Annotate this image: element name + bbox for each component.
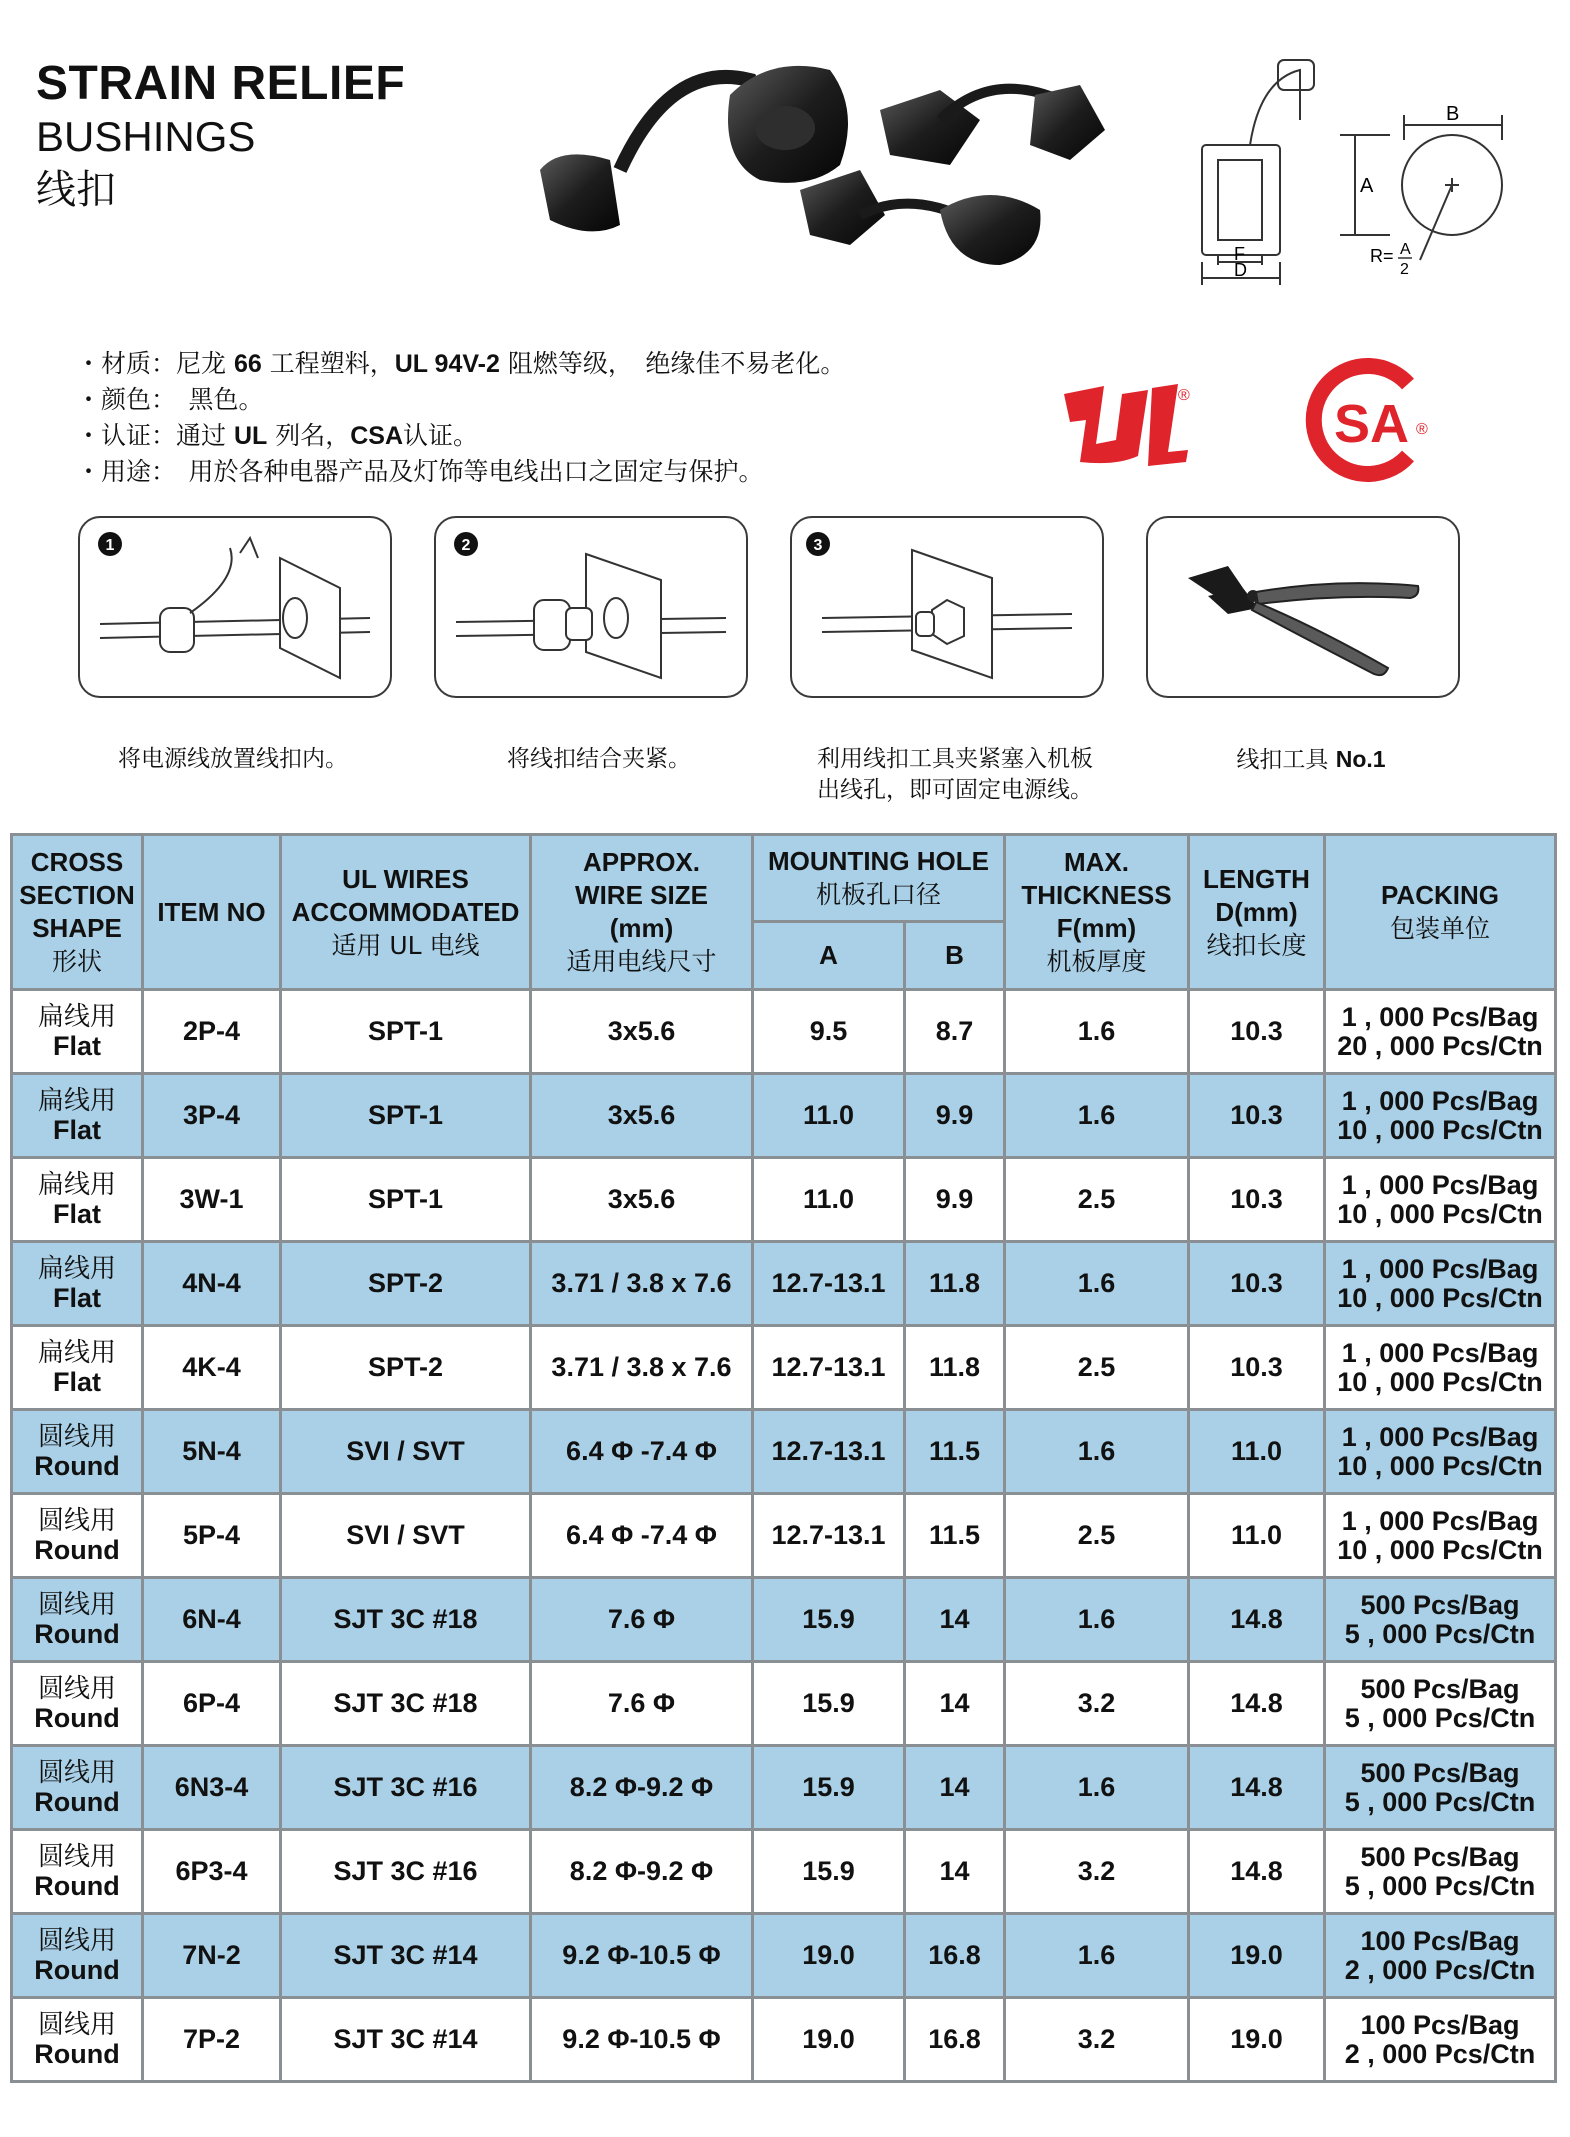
packing-carton: 5 , 000 Pcs/Ctn [1344,1870,1536,1901]
col-header-thickness: MAX. THICKNESS F(mm) 机板厚度 [1005,835,1189,990]
packing-bag: 1 , 000 Pcs/Bag [1341,1505,1539,1536]
table-header-row [12,835,1556,922]
shape-en: Round [34,1954,120,1985]
shape-cn: 圆线用 [37,1841,116,1872]
shape-en: Flat [52,1114,101,1145]
packing-bag: 100 Pcs/Bag [1360,1925,1520,1956]
shape-en: Round [34,1450,120,1481]
dim-label-r: R= [1370,246,1394,266]
packing-bag: 100 Pcs/Bag [1360,2009,1520,2040]
cell-length: 11.0 [1189,1410,1325,1494]
col-header-shape: CROSS SECTION SHAPE 形状 [12,835,143,990]
packing-bag: 1 , 000 Pcs/Bag [1341,1253,1539,1284]
cell-item-no: 6N-4 [143,1578,281,1662]
spec-table [10,833,1557,2083]
dim-label-r-den: 2 [1400,261,1409,278]
col-header-item: ITEM NO [143,835,281,990]
step-number-2: 2 [461,537,471,554]
cell-item-no: 6N3-4 [143,1746,281,1830]
cell-hole-b: 16.8 [905,1998,1005,2082]
title-block [36,56,405,218]
cell-ul-wire: SJT 3C #16 [281,1830,531,1914]
cell-thickness: 1.6 [1005,1242,1189,1326]
page-title: STRAIN RELIEF [36,57,406,110]
col-header-packing: PACKING 包装单位 [1325,835,1556,990]
cell-packing [1325,1326,1556,1410]
cell-shape [12,1410,143,1494]
cell-thickness: 2.5 [1005,1494,1189,1578]
cell-hole-a: 12.7-13.1 [753,1410,905,1494]
cell-shape [12,1326,143,1410]
cell-shape [12,1242,143,1326]
cell-shape [12,1074,143,1158]
cell-wire-size: 3x5.6 [531,1158,753,1242]
packing-carton: 20 , 000 Pcs/Ctn [1337,1030,1543,1061]
cell-packing [1325,1410,1556,1494]
step-caption-tool: 线扣工具 No.1 [1236,746,1386,773]
shape-cn: 圆线用 [37,1589,116,1620]
shape-en: Flat [52,1198,101,1229]
cell-hole-b: 11.5 [905,1494,1005,1578]
cell-length: 14.8 [1189,1746,1325,1830]
shape-cn: 圆线用 [37,1925,116,1956]
cell-shape [12,1158,143,1242]
cell-item-no: 3P-4 [143,1074,281,1158]
cell-wire-size: 7.6 Φ [531,1662,753,1746]
packing-carton: 5 , 000 Pcs/Ctn [1344,1786,1536,1817]
table-row [12,1830,1556,1914]
shape-cn: 圆线用 [37,1673,116,1704]
cell-item-no: 7N-2 [143,1914,281,1998]
cell-wire-size: 3.71 / 3.8 x 7.6 [531,1242,753,1326]
col-header-hole: MOUNTING HOLE 机板孔口径 [753,835,1005,922]
packing-carton: 10 , 000 Pcs/Ctn [1337,1534,1543,1565]
cell-item-no: 4K-4 [143,1326,281,1410]
packing-bag: 500 Pcs/Bag [1360,1673,1520,1704]
cell-hole-a: 9.5 [753,990,905,1074]
cell-wire-size: 8.2 Φ-9.2 Φ [531,1746,753,1830]
cell-length: 11.0 [1189,1494,1325,1578]
cell-length: 10.3 [1189,1242,1325,1326]
cell-hole-a: 12.7-13.1 [753,1242,905,1326]
cell-length: 14.8 [1189,1662,1325,1746]
cell-length: 14.8 [1189,1578,1325,1662]
packing-bag: 1 , 000 Pcs/Bag [1341,1001,1539,1032]
dim-label-d: D [1234,260,1247,280]
cell-length: 10.3 [1189,1158,1325,1242]
table-row [12,1662,1556,1746]
packing-bag: 1 , 000 Pcs/Bag [1341,1085,1539,1116]
packing-bag: 500 Pcs/Bag [1360,1589,1520,1620]
page-title-cn: 线扣 [36,167,116,213]
csa-text: SA [1334,394,1410,454]
packing-bag: 500 Pcs/Bag [1360,1841,1520,1872]
table-row [12,1410,1556,1494]
shape-cn: 圆线用 [37,1505,116,1536]
cell-hole-b: 14 [905,1746,1005,1830]
cell-packing [1325,1746,1556,1830]
cell-length: 19.0 [1189,1914,1325,1998]
cell-hole-b: 14 [905,1578,1005,1662]
cell-hole-b: 11.8 [905,1242,1005,1326]
table-row [12,1746,1556,1830]
cell-hole-a: 12.7-13.1 [753,1494,905,1578]
cell-length: 19.0 [1189,1998,1325,2082]
cell-ul-wire: SJT 3C #14 [281,1914,531,1998]
shape-cn: 圆线用 [37,1421,116,1452]
cell-hole-a: 15.9 [753,1662,905,1746]
cell-shape [12,1662,143,1746]
cell-thickness: 1.6 [1005,1746,1189,1830]
cell-item-no: 2P-4 [143,990,281,1074]
cell-item-no: 5P-4 [143,1494,281,1578]
spec-certification: ・认证：通过 UL 列名，CSA认证。 [76,421,479,450]
spec-material: ・材质：尼龙 66 工程塑料，UL 94V-2 阻燃等级， 绝缘佳不易老化。 [76,349,846,378]
table-row [12,1914,1556,1998]
cell-wire-size: 6.4 Φ -7.4 Φ [531,1494,753,1578]
cell-hole-a: 19.0 [753,1998,905,2082]
page-subtitle: BUSHINGS [36,113,256,160]
cell-shape [12,1830,143,1914]
cell-hole-b: 14 [905,1830,1005,1914]
cell-wire-size: 6.4 Φ -7.4 Φ [531,1410,753,1494]
table-row [12,1242,1556,1326]
cell-shape [12,1494,143,1578]
step-panel-1 [78,516,392,698]
cell-ul-wire: SPT-2 [281,1326,531,1410]
cell-item-no: 6P-4 [143,1662,281,1746]
packing-carton: 10 , 000 Pcs/Ctn [1337,1198,1543,1229]
cell-thickness: 1.6 [1005,1914,1189,1998]
cell-thickness: 2.5 [1005,1326,1189,1410]
cell-wire-size: 7.6 Φ [531,1578,753,1662]
spec-list [76,346,845,490]
cell-packing [1325,1074,1556,1158]
cell-hole-a: 19.0 [753,1914,905,1998]
cell-thickness: 3.2 [1005,1830,1189,1914]
cell-ul-wire: SJT 3C #16 [281,1746,531,1830]
cell-ul-wire: SPT-1 [281,1158,531,1242]
cell-ul-wire: SPT-2 [281,1242,531,1326]
packing-carton: 2 , 000 Pcs/Ctn [1344,1954,1536,1985]
packing-carton: 5 , 000 Pcs/Ctn [1344,1618,1536,1649]
cell-length: 10.3 [1189,1326,1325,1410]
cell-thickness: 1.6 [1005,1074,1189,1158]
cell-shape [12,1998,143,2082]
cell-packing [1325,1914,1556,1998]
cell-item-no: 4N-4 [143,1242,281,1326]
shape-en: Round [34,1870,120,1901]
col-header-b: B [905,921,1005,989]
cell-hole-a: 15.9 [753,1746,905,1830]
cell-length: 10.3 [1189,1074,1325,1158]
shape-cn: 圆线用 [37,1757,116,1788]
cell-shape [12,990,143,1074]
dimension-drawing [1190,50,1540,300]
shape-en: Round [34,1618,120,1649]
spec-usage: ・用途： 用於各种电器产品及灯饰等电线出口之固定与保护。 [76,457,764,486]
cell-item-no: 3W-1 [143,1158,281,1242]
shape-cn: 扁线用 [37,1001,116,1032]
step-caption-1: 将电源线放置线扣内。 [118,746,348,772]
cell-packing [1325,1158,1556,1242]
step-caption-2: 将线扣结合夹紧。 [507,746,691,772]
packing-bag: 1 , 000 Pcs/Bag [1341,1337,1539,1368]
dim-label-r-num: A [1400,241,1411,258]
cell-wire-size: 3x5.6 [531,1074,753,1158]
cell-shape [12,1746,143,1830]
shape-cn: 圆线用 [37,2009,116,2040]
step-panel-2 [434,516,748,698]
cell-wire-size: 9.2 Φ-10.5 Φ [531,1998,753,2082]
col-header-ul: UL WIRES ACCOMMODATED 适用 UL 电线 [281,835,531,990]
spec-color: ・颜色： 黑色。 [76,385,264,414]
table-row [12,1494,1556,1578]
cell-item-no: 5N-4 [143,1410,281,1494]
cell-wire-size: 8.2 Φ-9.2 Φ [531,1830,753,1914]
cell-thickness: 1.6 [1005,1578,1189,1662]
col-header-wire: APPROX. WIRE SIZE (mm) 适用电线尺寸 [531,835,753,990]
packing-carton: 5 , 000 Pcs/Ctn [1344,1702,1536,1733]
cell-packing [1325,1998,1556,2082]
step-number-1: 1 [105,537,115,554]
cell-thickness: 3.2 [1005,1998,1189,2082]
cell-hole-a: 11.0 [753,1158,905,1242]
shape-en: Round [34,2038,120,2069]
cell-ul-wire: SJT 3C #18 [281,1662,531,1746]
cell-hole-b: 11.5 [905,1410,1005,1494]
csa-logo [1298,356,1446,484]
shape-en: Flat [52,1030,101,1061]
packing-carton: 10 , 000 Pcs/Ctn [1337,1366,1543,1397]
dim-label-f: F [1234,244,1245,264]
shape-en: Round [34,1786,120,1817]
table-row [12,990,1556,1074]
cell-shape [12,1914,143,1998]
cell-hole-a: 15.9 [753,1830,905,1914]
step-panel-3 [790,516,1104,698]
packing-carton: 10 , 000 Pcs/Ctn [1337,1450,1543,1481]
cell-shape [12,1578,143,1662]
cell-packing [1325,1578,1556,1662]
shape-cn: 扁线用 [37,1169,116,1200]
shape-en: Round [34,1534,120,1565]
step-number-3: 3 [813,537,823,554]
table-row [12,1998,1556,2082]
cell-ul-wire: SPT-1 [281,990,531,1074]
cell-item-no: 7P-2 [143,1998,281,2082]
cell-packing [1325,990,1556,1074]
cell-wire-size: 9.2 Φ-10.5 Φ [531,1914,753,1998]
shape-en: Flat [52,1366,101,1397]
cell-packing [1325,1494,1556,1578]
cell-item-no: 6P3-4 [143,1830,281,1914]
cell-packing [1325,1830,1556,1914]
table-row [12,1074,1556,1158]
cell-thickness: 1.6 [1005,990,1189,1074]
csa-registered: ® [1416,421,1428,438]
ul-registered: ® [1178,387,1190,404]
table-row [12,1158,1556,1242]
packing-carton: 2 , 000 Pcs/Ctn [1344,2038,1536,2069]
packing-bag: 500 Pcs/Bag [1360,1757,1520,1788]
cell-thickness: 2.5 [1005,1158,1189,1242]
col-header-length: LENGTH D(mm) 线扣长度 [1189,835,1325,990]
cell-ul-wire: SJT 3C #14 [281,1998,531,2082]
col-header-a: A [753,921,905,989]
cell-thickness: 1.6 [1005,1410,1189,1494]
shape-en: Round [34,1702,120,1733]
shape-cn: 扁线用 [37,1085,116,1116]
packing-bag: 1 , 000 Pcs/Bag [1341,1421,1539,1452]
cell-packing [1325,1662,1556,1746]
cell-hole-a: 12.7-13.1 [753,1326,905,1410]
cell-hole-b: 9.9 [905,1074,1005,1158]
cell-length: 10.3 [1189,990,1325,1074]
shape-en: Flat [52,1282,101,1313]
packing-carton: 10 , 000 Pcs/Ctn [1337,1114,1543,1145]
dim-label-a: A [1360,175,1374,197]
cell-ul-wire: SJT 3C #18 [281,1578,531,1662]
cell-hole-b: 11.8 [905,1326,1005,1410]
step-caption-3: 利用线扣工具夹紧塞入机板 出线孔，即可固定电源线。 [817,746,1093,803]
packing-carton: 10 , 000 Pcs/Ctn [1337,1282,1543,1313]
packing-bag: 1 , 000 Pcs/Bag [1341,1169,1539,1200]
shape-cn: 扁线用 [37,1337,116,1368]
cell-hole-b: 9.9 [905,1158,1005,1242]
table-row [12,1326,1556,1410]
cell-wire-size: 3x5.6 [531,990,753,1074]
cell-packing [1325,1242,1556,1326]
cell-hole-a: 11.0 [753,1074,905,1158]
ul-logo [1056,374,1196,470]
cell-wire-size: 3.71 / 3.8 x 7.6 [531,1326,753,1410]
cell-ul-wire: SVI / SVT [281,1494,531,1578]
cell-hole-b: 16.8 [905,1914,1005,1998]
step-panel-tool [1146,516,1460,698]
cell-ul-wire: SVI / SVT [281,1410,531,1494]
product-photo [520,50,1200,290]
cell-length: 14.8 [1189,1830,1325,1914]
cell-ul-wire: SPT-1 [281,1074,531,1158]
table-body [12,990,1556,2082]
cell-hole-a: 15.9 [753,1578,905,1662]
shape-cn: 扁线用 [37,1253,116,1284]
cell-thickness: 3.2 [1005,1662,1189,1746]
table-row [12,1578,1556,1662]
cell-hole-b: 14 [905,1662,1005,1746]
dim-label-b: B [1446,103,1460,125]
cell-hole-b: 8.7 [905,990,1005,1074]
